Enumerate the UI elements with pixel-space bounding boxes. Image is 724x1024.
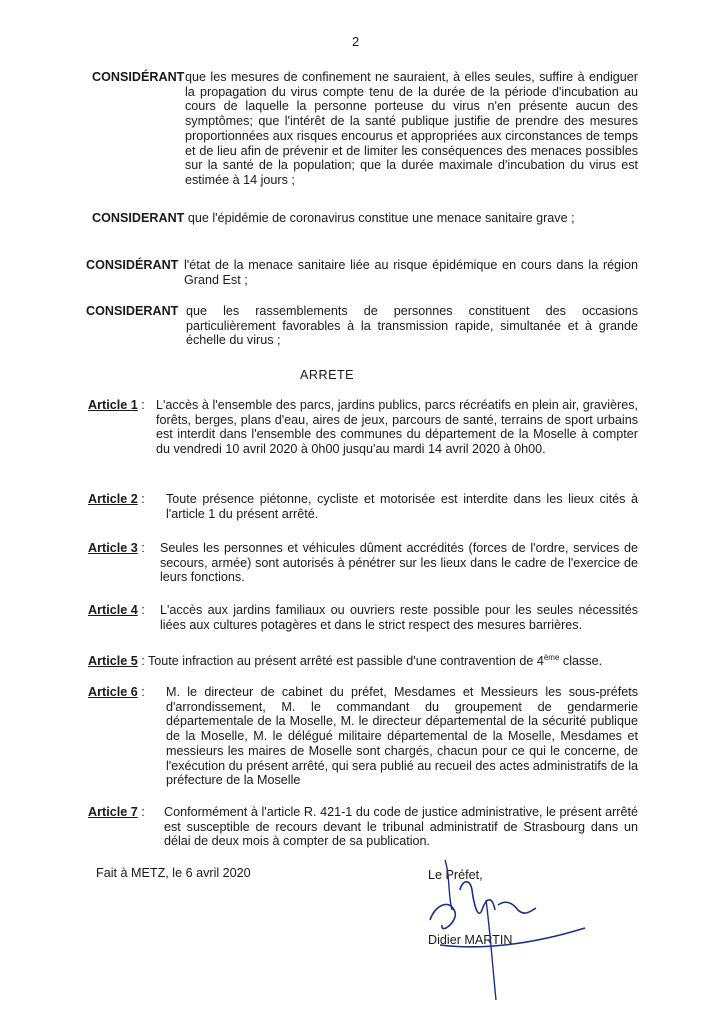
article-sep: : bbox=[137, 398, 145, 412]
article-text: Toute présence piétonne, cycliste et motorisée est interdite dans les lieux cités à l'article 1 du présent arrêté. bbox=[166, 492, 638, 521]
considerant-text: que les mesures de confinement ne sauraient, à elles seules, suffire à endiguer la propagation du virus compte tenu de la durée de la période d'incubation au cours de laquelle la personne porteuse du virus n'en présente aucun des symptômes; que l'intérêt de la santé publique justifie de prendre des mesures proportionnées aux risques encourus et appropriées aux circonstances de temps et de lieu afin de prévenir et de limiter les conséquences des menaces possibles sur la santé de la population; que la durée maximale d'incubation du virus est estimée à 14 jours ; bbox=[185, 70, 638, 187]
article-label: Article 6 bbox=[88, 685, 138, 699]
signatory-name: Didier MARTIN bbox=[428, 933, 513, 947]
article-text: M. le directeur de cabinet du préfet, Mesdames et Messieurs les sous-préfets d'arrondissement, M. le commandant du groupement de gendarmerie départementale de la Moselle, M. le directeur départemental de la sécurité publique de la Moselle, M. le délégué militaire départemental de la Moselle, Mesdames et messieurs les maires de Moselle sont chargés, chacun pour ce qui le concerne, de l'exécution du présent arrêté, qui sera publié au recueil des actes administratifs de la préfecture de la Moselle bbox=[166, 685, 638, 788]
article-2-text-wrap bbox=[166, 492, 638, 521]
article-sup: ème bbox=[543, 653, 560, 662]
article-sep: : bbox=[137, 541, 145, 555]
considerant-3 bbox=[86, 258, 186, 273]
article-text: Seules les personnes et véhicules dûment accrédités (forces de l'ordre, services de secours, armée) sont autorisés à pénétrer sur les lieux dans le cadre de l'exercice de leurs fonctions. bbox=[160, 541, 638, 585]
article-label: Article 3 bbox=[88, 541, 138, 555]
article-6-text-wrap bbox=[166, 685, 638, 788]
article-sep: : bbox=[137, 492, 145, 506]
article-1 bbox=[88, 398, 166, 413]
place-date: Fait à METZ, le 6 avril 2020 bbox=[96, 866, 251, 880]
article-text: Conformément à l'article R. 421-1 du code de justice administrative, le présent arrêté est susceptible de recours devant le tribunal administratif de Strasbourg dans un délai de deux mois à compter de sa publication. bbox=[164, 805, 638, 849]
article-3-text-wrap bbox=[160, 541, 638, 585]
signatory-title: Le Préfet, bbox=[428, 868, 483, 882]
considerant-4 bbox=[86, 304, 186, 319]
considerant-label: CONSIDERANT bbox=[86, 304, 179, 318]
article-text-after: classe. bbox=[559, 654, 603, 669]
article-label: Article 1 bbox=[88, 398, 138, 412]
arrete-heading: ARRETE bbox=[300, 368, 355, 382]
article-7-text-wrap bbox=[164, 805, 638, 849]
article-5 bbox=[88, 651, 638, 669]
article-text: L'accès à l'ensemble des parcs, jardins publics, parcs récréatifs en plein air, gravières, forêts, berges, plans d'eau, aires de jeux, parcours de santé, terrains de sport urbains est interdit dans l'ensemble des communes du département de la Moselle à compter du vendredi 10 avril 2020 à 0h00 jusqu'au mardi 14 avril 2020 à 0h00. bbox=[156, 398, 638, 457]
signature-icon bbox=[400, 850, 600, 1010]
article-7 bbox=[88, 805, 174, 820]
page-number: 2 bbox=[352, 34, 360, 49]
article-text: L'accès aux jardins familiaux ou ouvriers reste possible pour les seules nécessités liées aux cultures potagères et dans le strict respect des mesures barrières. bbox=[160, 603, 638, 632]
article-label: Article 7 bbox=[88, 805, 138, 819]
considerant-text: que les rassemblements de personnes constituent des occasions particulièrement favorables à la transmission rapide, simultanée et à grande échelle du virus ; bbox=[186, 304, 638, 348]
considerant-text: que l'épidémie de coronavirus constitue une menace sanitaire grave ; bbox=[187, 211, 575, 225]
considerant-2 bbox=[92, 211, 638, 226]
article-2 bbox=[88, 492, 174, 507]
article-sep: : bbox=[137, 603, 145, 617]
considerant-label: CONSIDÉRANT bbox=[86, 258, 179, 272]
considerant-label: CONSIDERANT bbox=[92, 211, 185, 225]
article-text: Toute infraction au présent arrêté est passible d'une contravention de 4 bbox=[147, 654, 544, 669]
article-6 bbox=[88, 685, 174, 700]
article-4-text-wrap bbox=[160, 603, 638, 632]
article-sep: : bbox=[137, 805, 145, 819]
article-sep: : bbox=[137, 685, 145, 699]
considerant-3-text-wrap bbox=[184, 258, 638, 287]
considerant-text: l'état de la menace sanitaire liée au risque épidémique en cours dans la région Grand Est ; bbox=[184, 258, 638, 287]
article-label: Article 4 bbox=[88, 603, 138, 617]
article-sep: : bbox=[137, 654, 148, 669]
article-1-text-wrap bbox=[156, 398, 638, 457]
considerant-label: CONSIDÉRANT bbox=[92, 70, 185, 84]
considerant-4-text-wrap bbox=[186, 304, 638, 348]
article-label: Article 2 bbox=[88, 492, 138, 506]
article-label: Article 5 bbox=[88, 654, 138, 669]
considerant-1-text-wrap bbox=[185, 70, 638, 188]
